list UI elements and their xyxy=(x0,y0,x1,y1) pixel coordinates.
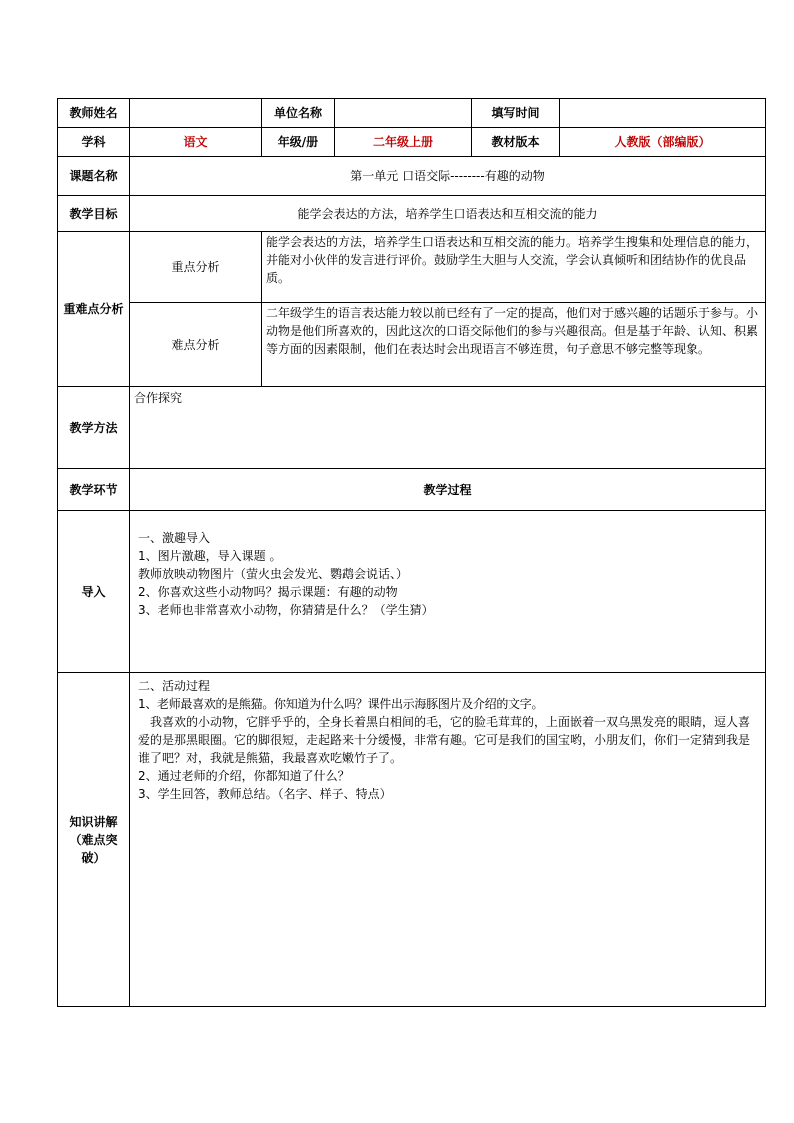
method-row xyxy=(58,387,766,469)
edition-value: 人教版（部编版） xyxy=(560,128,766,157)
subject-label: 学科 xyxy=(58,128,130,157)
key-value: 能学会表达的方法，培养学生口语表达和互相交流的能力。培养学生搜集和处理信息的能力，并能对小伙伴的发言进行评价。鼓励学生大胆与人交流，学会认真倾听和团结协作的优良品质。 xyxy=(262,232,766,303)
fill-time-label: 填写时间 xyxy=(472,99,560,128)
knowledge-passage: 我喜欢的小动物，它胖乎乎的，全身长着黑白相间的毛，它的脸毛茸茸的，上面嵌着一双乌黑发亮的眼睛，逗人喜爱的是那黑眼圈。它的脚很短，走起路来十分缓慢，非常有趣。它可是我们的国宝哟，小朋友们，你们一定猜到我是谁了吧？对，我就是熊猫，我最喜欢吃嫩竹子了。 xyxy=(138,715,751,765)
intro-line: 2、你喜欢这些小动物吗？揭示课题：有趣的动物 xyxy=(138,585,398,599)
hard-value: 二年级学生的语言表达能力较以前已经有了一定的提高，他们对于感兴趣的话题乐于参与。小动物是他们所喜欢的，因此这次的口语交际他们的参与兴趣很高。但是基于年龄、认知、积累等方面的因素限制，他们在表达时会出现语言不够连贯，句子意思不够完整等现象。 xyxy=(262,303,766,387)
goal-label: 教学目标 xyxy=(58,196,130,232)
grade-label: 年级/册 xyxy=(262,128,335,157)
goal-value: 能学会表达的方法，培养学生口语表达和互相交流的能力 xyxy=(130,196,766,232)
process-label: 教学过程 xyxy=(130,469,766,511)
knowledge-item-2: 2、通过老师的介绍，你都知道了什么？ xyxy=(138,769,350,783)
method-label: 教学方法 xyxy=(58,387,130,469)
intro-row xyxy=(58,511,766,673)
subject-value: 语文 xyxy=(130,128,262,157)
method-value: 合作探究 xyxy=(130,387,766,469)
knowledge-heading: 二、活动过程 xyxy=(138,679,211,693)
topic-label: 课题名称 xyxy=(58,157,130,196)
knowledge-content xyxy=(130,673,766,1007)
teacher-name-value[interactable] xyxy=(130,99,262,128)
topic-row xyxy=(58,157,766,196)
key-row xyxy=(58,232,766,303)
intro-line: 3、老师也非常喜欢小动物，你猜猜是什么？（学生猜） xyxy=(138,603,434,617)
header-row-2 xyxy=(58,128,766,157)
knowledge-label-line2: （难点突破） xyxy=(69,832,118,865)
goal-row xyxy=(58,196,766,232)
grade-value: 二年级上册 xyxy=(335,128,472,157)
knowledge-label xyxy=(58,673,130,1007)
topic-value: 第一单元 口语交际--------有趣的动物 xyxy=(130,157,766,196)
intro-label: 导入 xyxy=(58,511,130,673)
intro-line: 1、图片激趣，导入课题 。 xyxy=(138,549,282,563)
hard-label: 难点分析 xyxy=(130,303,262,387)
stage-row xyxy=(58,469,766,511)
intro-line: 一、激趣导入 xyxy=(138,531,211,545)
teacher-name-label: 教师姓名 xyxy=(58,99,130,128)
fill-time-value[interactable] xyxy=(560,99,766,128)
knowledge-row xyxy=(58,673,766,1007)
header-row-1 xyxy=(58,99,766,128)
knowledge-item-3: 3、学生回答，教师总结。（名字、样子、特点） xyxy=(138,787,392,801)
knowledge-label-line1: 知识讲解 xyxy=(69,814,118,829)
stage-label: 教学环节 xyxy=(58,469,130,511)
key-label: 重点分析 xyxy=(130,232,262,303)
intro-line: 教师放映动物图片（萤火虫会发光、鹦鹉会说话、） xyxy=(138,567,409,581)
unit-name-value[interactable] xyxy=(335,99,472,128)
hard-row xyxy=(58,303,766,387)
edition-label: 教材版本 xyxy=(472,128,560,157)
knowledge-item-1: 1、老师最喜欢的是熊猫。你知道为什么吗？课件出示海豚图片及介绍的文字。 xyxy=(138,697,544,711)
lesson-plan-table xyxy=(57,98,766,1007)
unit-name-label: 单位名称 xyxy=(262,99,335,128)
difficulty-label: 重难点分析 xyxy=(58,232,130,387)
intro-content xyxy=(130,511,766,673)
